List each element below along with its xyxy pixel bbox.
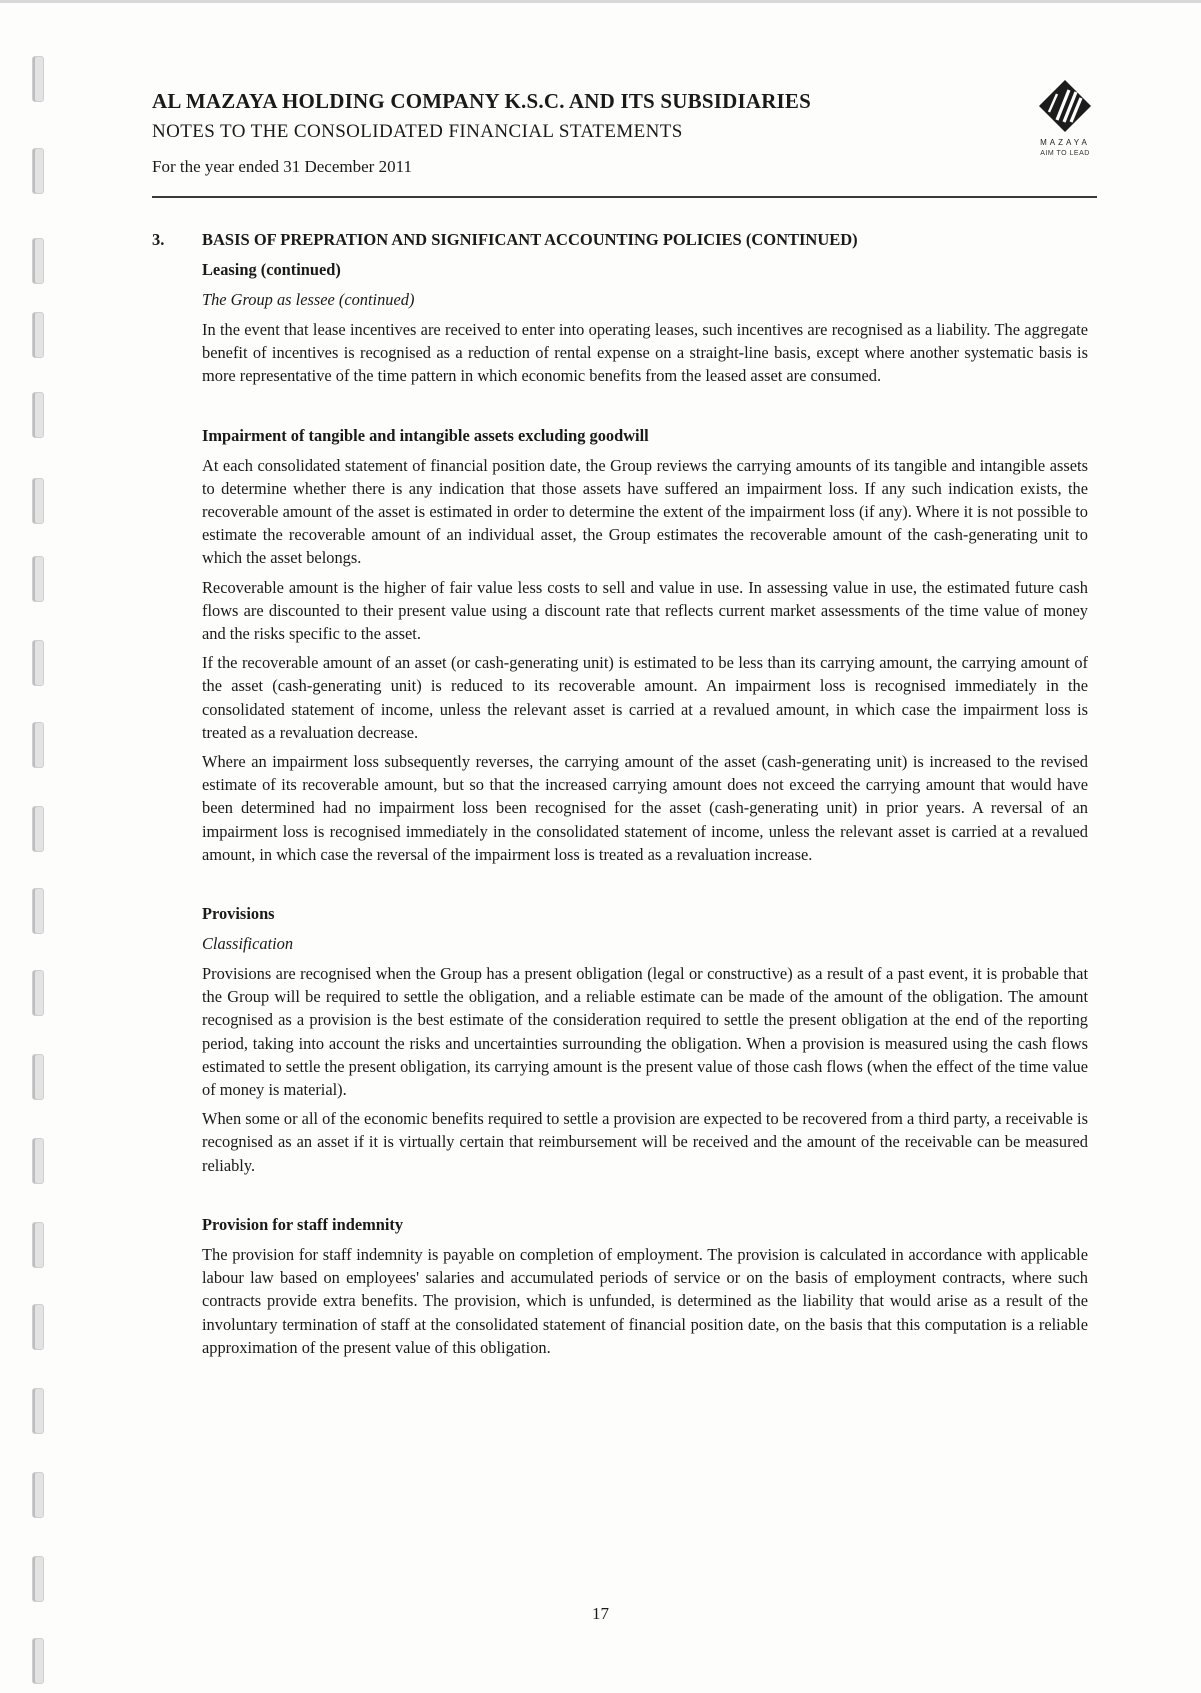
- binding-hole: [32, 392, 44, 438]
- binding-hole: [32, 640, 44, 686]
- binding-hole: [32, 312, 44, 358]
- paragraph: The provision for staff indemnity is payable on completion of employment. The provision is calculated in accordance with applicable labour law based on employees' salaries and accumulated periods of service or on the basis of employment contracts, where such contracts provide extra benefits. The provision, which is unfunded, is determined as the liability that would arise as a result of the involuntary termination of staff at the consolidated statement of financial position date, on the basis that this computation is a reliable approximation of the present value of this obligation.: [202, 1244, 1088, 1357]
- reporting-period: For the year ended 31 December 2011: [152, 157, 412, 176]
- spacer: [152, 866, 1088, 896]
- impairment-block: [202, 424, 1088, 866]
- section-heading: [152, 228, 1088, 252]
- binding-hole: [32, 1054, 44, 1100]
- top-edge: [0, 0, 1201, 3]
- binding-hole: [32, 1638, 44, 1684]
- binding-hole: [32, 1556, 44, 1602]
- logo-tagline: AIM TO LEAD: [1040, 150, 1090, 157]
- binding-hole: [32, 238, 44, 284]
- leasing-heading: Leasing (continued): [202, 260, 341, 279]
- page-header: [152, 88, 1102, 178]
- binding-hole: [32, 1388, 44, 1434]
- paragraph: Recoverable amount is the higher of fair value less costs to sell and value in use. In assessing value in use, the estimated future cash flows are discounted to their present value using a discount rate that reflects current market assessments of the time value of money and the risks specific to the asset.: [202, 577, 1088, 644]
- binding-holes: [22, 0, 42, 1693]
- section-number: 3.: [152, 230, 165, 249]
- notes-title: NOTES TO THE CONSOLIDATED FINANCIAL STATEMENTS: [152, 121, 683, 142]
- spacer: [152, 388, 1088, 418]
- paragraph: At each consolidated statement of financial position date, the Group reviews the carrying amounts of its tangible and intangible assets to determine whether there is any indication that those assets have suffered an impairment loss. If any such indication exists, the recoverable amount of the asset is estimated in order to determine the extent of the impairment loss (if any). Where it is not possible to estimate the recoverable amount of an individual asset, the Group estimates the recoverable amount of the cash-generating unit to which the asset belongs.: [202, 455, 1088, 568]
- provisions-block: [202, 902, 1088, 1177]
- binding-hole: [32, 888, 44, 934]
- binding-hole: [32, 1222, 44, 1268]
- binding-hole: [32, 478, 44, 524]
- staff-indemnity-block: [202, 1213, 1088, 1359]
- classification-subheading: Classification: [202, 934, 294, 954]
- notes-body: [152, 228, 1088, 1359]
- binding-hole: [32, 970, 44, 1016]
- provisions-heading: Provisions: [202, 904, 275, 924]
- binding-hole: [32, 722, 44, 768]
- binding-hole: [32, 148, 44, 194]
- spacer: [152, 1177, 1088, 1207]
- staff-indemnity-heading: Provision for staff indemnity: [202, 1214, 404, 1234]
- leasing-block: [202, 258, 1088, 388]
- binding-hole: [32, 1304, 44, 1350]
- binding-hole: [32, 1138, 44, 1184]
- paragraph: When some or all of the economic benefits required to settle a provision are expected to be recovered from a third party, a receivable is recognised as an asset if it is virtually certain that reimbursement will be received and the amount of the receivable can be measured reliably.: [202, 1109, 1088, 1175]
- paragraph: In the event that lease incentives are received to enter into operating leases, such incentives are recognised as a liability. The aggregate benefit of incentives is recognised as a reduction of rental expense on a straight-line basis, except where another systematic basis is more representative of the time pattern in which economic benefits from the leased asset are consumed.: [202, 320, 1088, 386]
- mazaya-logo-icon: [1035, 76, 1095, 136]
- company-name: AL MAZAYA HOLDING COMPANY K.S.C. AND ITS SUBSIDIARIES: [152, 89, 812, 113]
- section-title: BASIS OF PREPRATION AND SIGNIFICANT ACCOUNTING POLICIES (CONTINUED): [202, 230, 858, 249]
- lessee-subheading: The Group as lessee (continued): [202, 290, 415, 309]
- header-divider: [152, 196, 1097, 198]
- binding-hole: [32, 1472, 44, 1518]
- page-number: 17: [592, 1604, 609, 1623]
- binding-hole: [32, 806, 44, 852]
- binding-hole: [32, 56, 44, 102]
- logo-name: MAZAYA: [1040, 138, 1090, 147]
- binding-hole: [32, 556, 44, 602]
- impairment-heading: Impairment of tangible and intangible assets excluding goodwill: [202, 425, 649, 445]
- mazaya-logo: [1025, 76, 1105, 157]
- paragraph: Where an impairment loss subsequently reverses, the carrying amount of the asset (cash-generating unit) is increased to the revised estimate of its recoverable amount, but so that the increased carrying amount does not exceed the carrying amount that would have been determined had no impairment loss been recognised for the asset (cash-generating unit) in prior years. A reversal of an impairment loss is recognised immediately in the consolidated statement of income, unless the relevant asset is carried at a revalued amount, in which case the reversal of the impairment loss is treated as a revaluation increase.: [202, 752, 1088, 864]
- paragraph: If the recoverable amount of an asset (or cash-generating unit) is estimated to be less than its carrying amount, the carrying amount of the asset (cash-generating unit) is reduced to its recoverable amount. An impairment loss is recognised immediately in the consolidated statement of income, unless the relevant asset is carried at a revalued amount, in which case the impairment loss is treated as a revaluation decrease.: [202, 653, 1088, 742]
- paragraph: Provisions are recognised when the Group has a present obligation (legal or constructive) as a result of a past event, it is probable that the Group will be required to settle the obligation, and a reliable estimate can be made of the amount of the obligation. The amount recognised as a provision is the best estimate of the consideration required to settle the present obligation at the end of the reporting period, taking into account the risks and uncertainties surrounding the obligation. When a provision is measured using the cash flows estimated to settle the present obligation, its carrying amount is the present value of those cash flows (when the effect of the time value of money is material).: [202, 964, 1088, 1100]
